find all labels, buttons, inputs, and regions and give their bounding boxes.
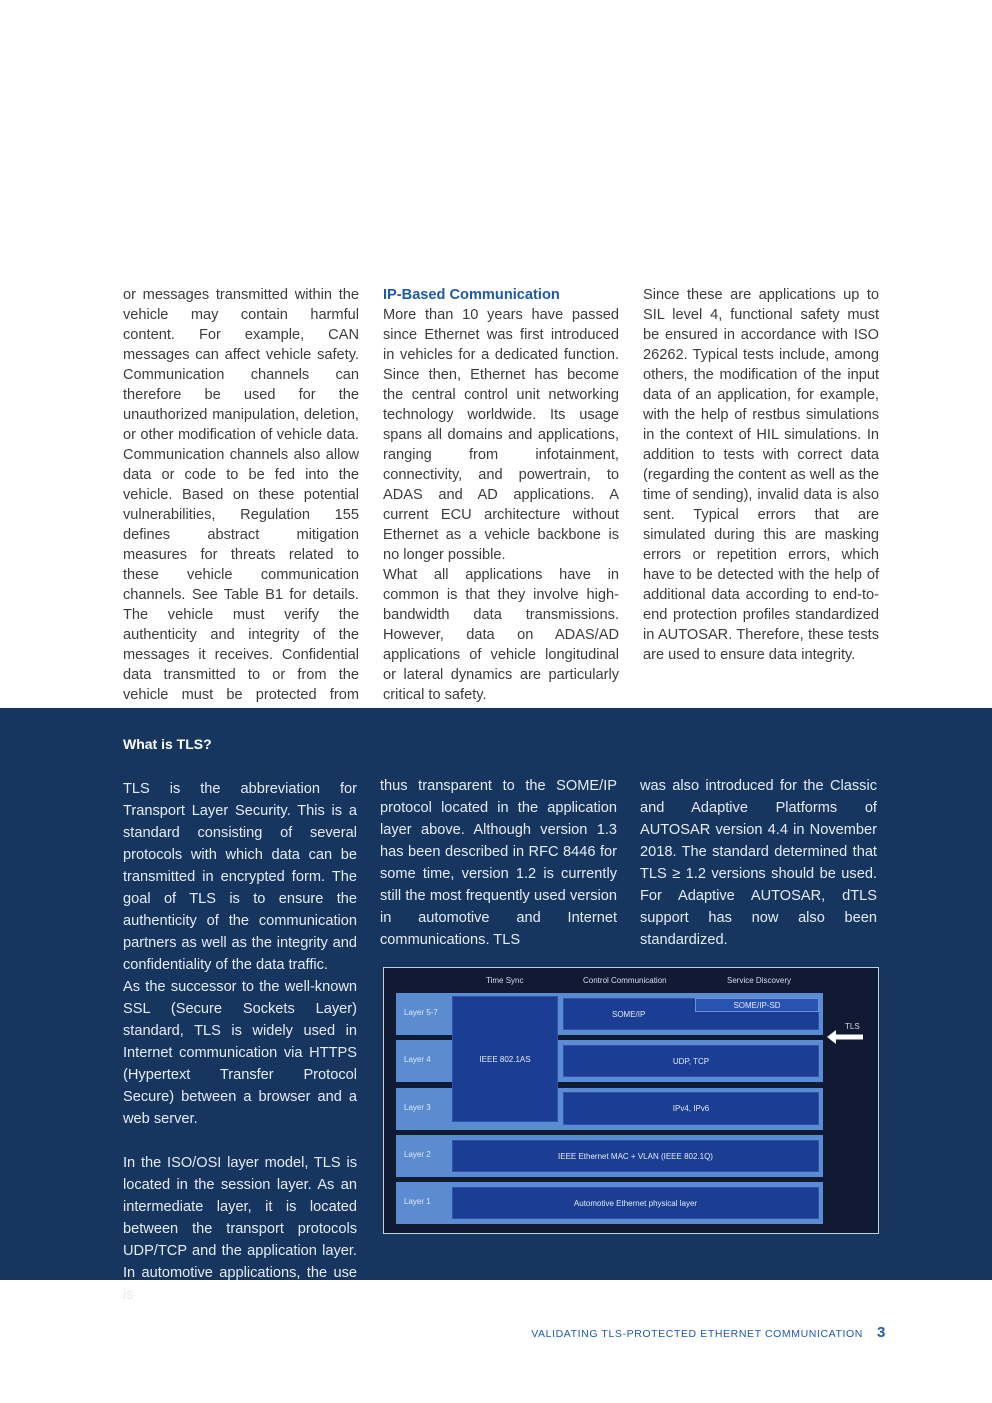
- info-paragraph: In the ISO/OSI layer model, TLS is located in the session layer. As an intermediate layer, it is located between the transport protocols UDP/TCP and the application layer. In automotive applications, the use is: [123, 1155, 357, 1303]
- ieee-802-1as-block: IEEE 802.1AS: [452, 996, 558, 1122]
- tls-label: TLS: [845, 1022, 860, 1031]
- protocol-stack-diagram: [383, 967, 879, 1234]
- running-footer: VALIDATING TLS-PROTECTED ETHERNET COMMUNICATION: [531, 1328, 863, 1340]
- someip-block: SOME/IP: [563, 998, 819, 1030]
- layer-4-label: Layer 4: [404, 1055, 431, 1064]
- body-column-1: [123, 285, 359, 725]
- body-column-3: [643, 285, 879, 665]
- udp-tcp-block: UDP, TCP: [563, 1045, 819, 1077]
- info-paragraph: thus transparent to the SOME/IP protocol located in the application layer above. Although version 1.3 has been described in RFC 8446 for some time, version 1.2 is currently still the most frequently used version in automotive and Internet communications. TLS: [380, 778, 617, 948]
- layer-5-7-label: Layer 5-7: [404, 1008, 438, 1017]
- info-paragraph: was also introduced for the Classic and Adaptive Platforms of AUTOSAR version 4.4 in November 2018. The standard determined that TLS ≥ 1.2 versions should be used. For Adaptive AUTOSAR, dTLS support has now also been standardized.: [640, 778, 877, 948]
- body-paragraph: or messages transmitted within the vehicle may contain harmful content. For example, CAN messages can affect vehicle safety. Communication channels can therefore be used for the unauthorized manipulation, deletion, or other modification of vehicle data. Communication channels also allow data or code to be fed into the vehicle. Based on these potential vulnerabilities, Regulation 155 defines abstract mitigation measures for threats related to these vehicle communication channels. See Table B1 for details. The vehicle must verify the authenticity and integrity of the messages it receives. Confidential data transmitted to or from the vehicle must be protected from: [123, 287, 359, 703]
- layer-1-label: Layer 1: [404, 1197, 431, 1206]
- section-heading: IP-Based Communication: [383, 287, 560, 303]
- column-label-service-discovery: Service Discovery: [727, 976, 792, 985]
- info-box-title: What is TLS?: [123, 736, 212, 752]
- layer-3-label: Layer 3: [404, 1103, 431, 1112]
- body-paragraph: More than 10 years have passed since Ethernet was first introduced in vehicles for a dedicated function. Since then, Ethernet has become the central control unit networking technology worldwide. Its usage spans all domains and applications, ranging from infotainment, connectivity, and powertrain, to ADAS and AD applications. A current ECU architecture without Ethernet as a vehicle backbone is no longer possible.: [383, 307, 619, 563]
- page-number: 3: [877, 1324, 886, 1341]
- column-label-time-sync: Time Sync: [486, 976, 524, 985]
- body-paragraph: Since these are applications up to SIL level 4, functional safety must be ensured in accordance with ISO 26262. Typical tests include, among others, the modification of the input data of an application, for example, with the help of restbus simulations in the context of HIL simulations. In addition to tests with correct data (regarding the content as well as the time of sending), invalid data is also sent. Typical errors that are simulated during this are masking errors or repetition errors, which have to be detected with the help of additional data according to end-to-end protection profiles standardized in AUTOSAR. Therefore, these tests are used to ensure data integrity.: [643, 287, 879, 663]
- info-box-column-3: [640, 775, 877, 951]
- body-column-2: [383, 285, 619, 705]
- ip-block: IPv4, IPv6: [563, 1092, 819, 1125]
- info-paragraph: As the successor to the well-known SSL (Secure Sockets Layer) standard, TLS is widely used in Internet communication via HTTPS (Hypertext Transfer Protocol Secure) between a browser and a web server.: [123, 979, 357, 1127]
- ethernet-phy-block: Automotive Ethernet physical layer: [452, 1187, 819, 1219]
- info-box-column-2: [380, 775, 617, 951]
- layer-2-label: Layer 2: [404, 1150, 431, 1159]
- ethernet-mac-block: IEEE Ethernet MAC + VLAN (IEEE 802.1Q): [452, 1140, 819, 1172]
- someip-sd-block: SOME/IP-SD: [695, 998, 819, 1012]
- body-paragraph: What all applications have in common is that they involve high-bandwidth data transmissions. However, data on ADAS/AD applications of vehicle longitudinal or lateral dynamics are particularly critical to safety.: [383, 567, 619, 703]
- info-paragraph: TLS is the abbreviation for Transport Layer Security. This is a standard consisting of several protocols with which data can be transmitted in encrypted form. The goal of TLS is to ensure the authenticity of the communication partners as well as the integrity and confidentiality of the data traffic.: [123, 781, 357, 973]
- column-label-control-communication: Control Communication: [583, 976, 667, 985]
- tls-arrow-icon: [826, 1029, 866, 1045]
- info-box-column-1: [123, 778, 357, 1306]
